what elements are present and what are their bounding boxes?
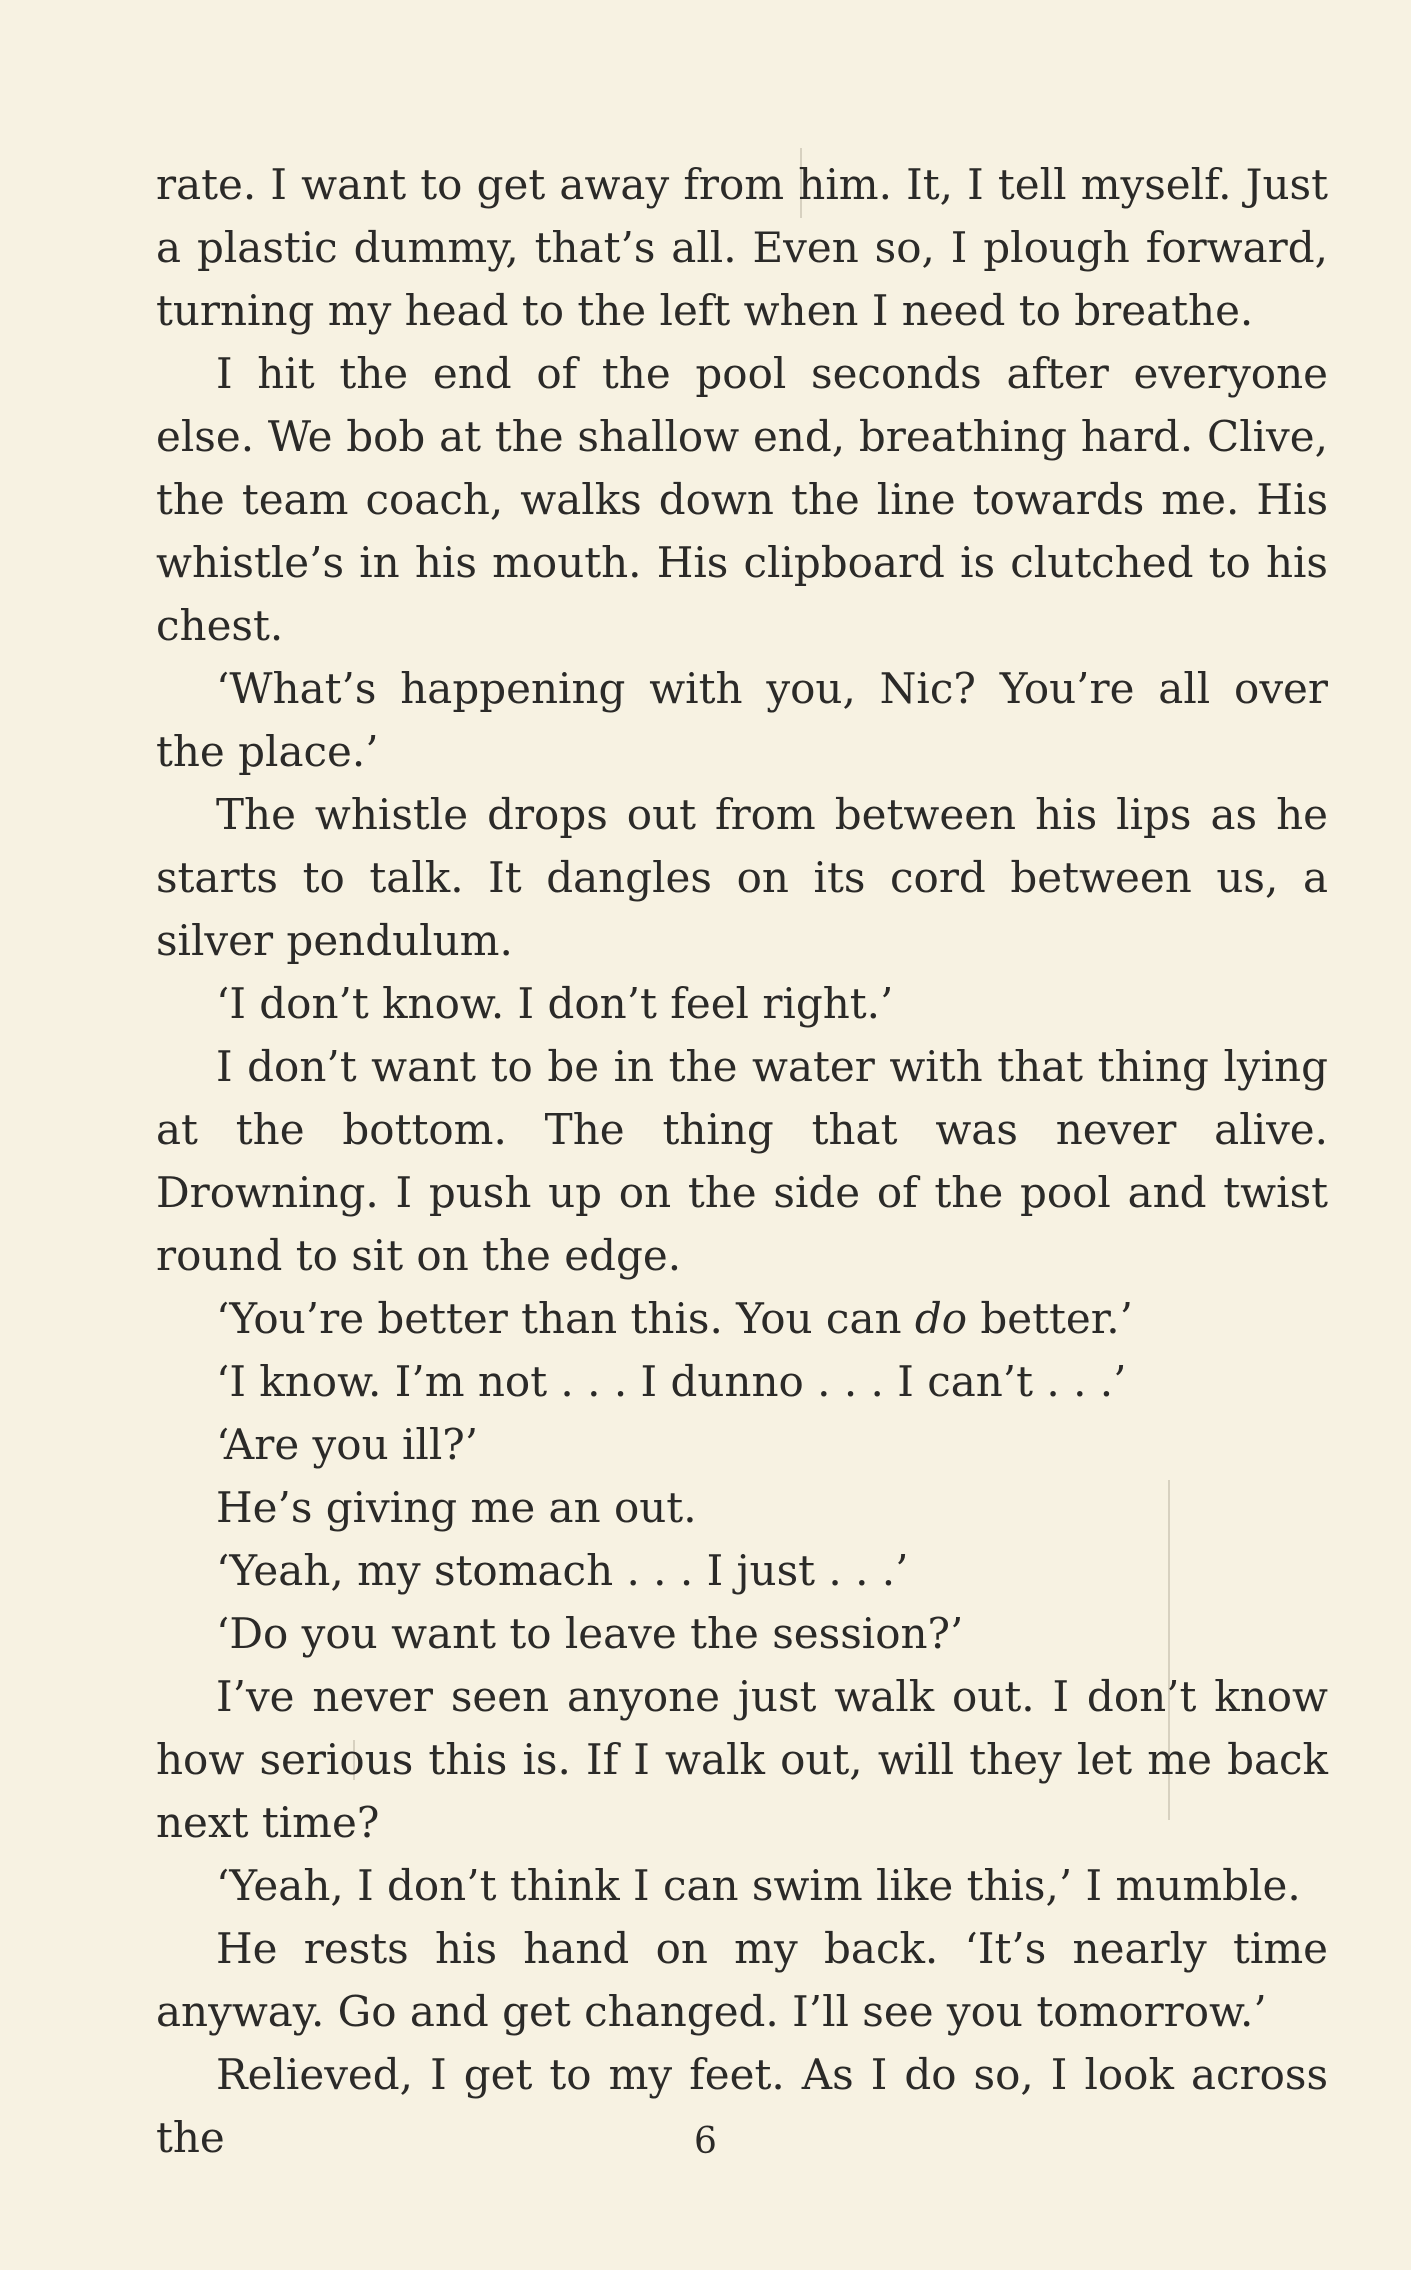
paragraph: ‘I don’t know. I don’t feel right.’ xyxy=(216,979,894,1028)
paragraph: rate. I want to get away from him. It, I tell myself. Just a plastic dummy, that’s all. Even so, I plough forward, turning my head to the left when I need to breathe. xyxy=(156,160,1328,335)
paragraph: The whistle drops out from between his lips as he starts to talk. It dangles on its cord between us, a silver pendulum. xyxy=(156,790,1328,965)
paragraph: I’ve never seen anyone just walk out. I don’t know how serious this is. If I walk out, will they let me back next time? xyxy=(156,1672,1328,1847)
paragraph: I don’t want to be in the water with that thing lying at the bottom. The thing that was never alive. Drowning. I push up on the side of the pool and twist round to sit on the edge. xyxy=(156,1042,1328,1280)
paragraph: ‘I know. I’m not . . . I dunno . . . I can’t . . .’ xyxy=(216,1357,1127,1406)
page-number: 6 xyxy=(694,2121,717,2162)
paragraph: ‘Do you want to leave the session?’ xyxy=(216,1609,964,1658)
emphasized-word: do xyxy=(914,1294,968,1343)
paragraph: ‘What’s happening with you, Nic? You’re all over the place.’ xyxy=(156,664,1328,776)
paragraph: ‘Are you ill?’ xyxy=(216,1420,479,1469)
paragraph xyxy=(156,1287,1328,1350)
body-text xyxy=(156,153,1328,2169)
paragraph-text: ‘You’re better than this. You can xyxy=(216,1294,915,1343)
paragraph: ‘Yeah, my stomach . . . I just . . .’ xyxy=(216,1546,909,1595)
paragraph: Relieved, I get to my feet. As I do so, I look across the xyxy=(156,2050,1328,2162)
paragraph-text: better.’ xyxy=(967,1294,1133,1343)
paragraph: I hit the end of the pool seconds after everyone else. We bob at the shallow end, breathing hard. Clive, the team coach, walks down the line towards me. His whistle’s in his mouth. His clipboard is clutched to his chest. xyxy=(156,349,1328,650)
paragraph: ‘Yeah, I don’t think I can swim like this,’ I mumble. xyxy=(216,1861,1301,1910)
paragraph: He’s giving me an out. xyxy=(216,1483,697,1532)
paragraph: He rests his hand on my back. ‘It’s nearly time anyway. Go and get changed. I’ll see you tomorrow.’ xyxy=(156,1924,1328,2036)
